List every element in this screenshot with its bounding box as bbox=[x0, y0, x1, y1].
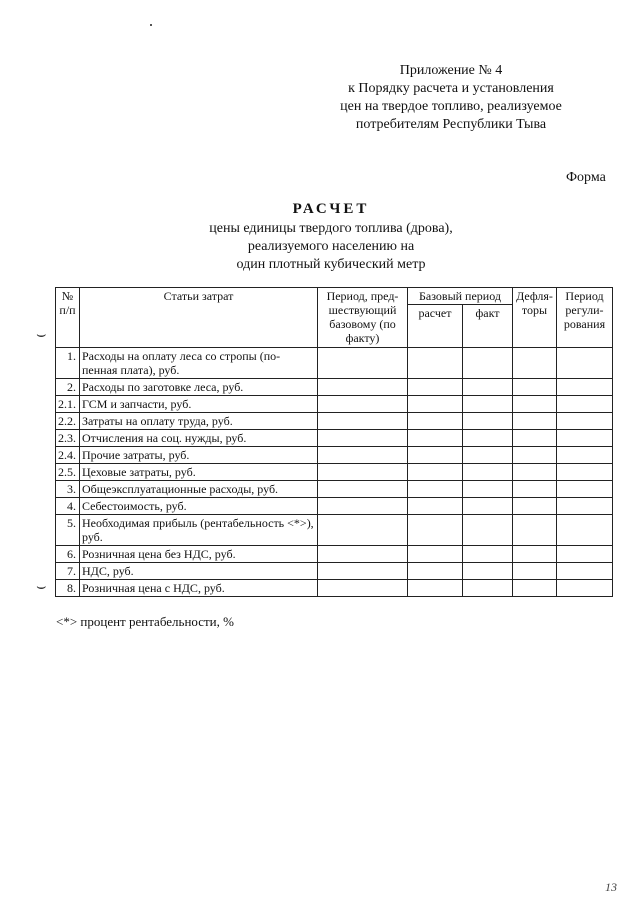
header-deflators: Дефля-торы bbox=[513, 288, 557, 348]
cell-deflators bbox=[513, 498, 557, 515]
page-number: 13 bbox=[605, 880, 617, 894]
row-number: 7. bbox=[56, 563, 80, 580]
cell-deflators bbox=[513, 563, 557, 580]
cell-regulation-period bbox=[557, 580, 613, 597]
subtitle-line: реализуемого населению на bbox=[247, 239, 415, 254]
cell-previous-period bbox=[318, 348, 408, 379]
row-cost-item: Расходы по заготовке леса, руб. bbox=[80, 379, 318, 396]
cell-calculation bbox=[408, 396, 463, 413]
row-cost-item: Отчисления на соц. нужды, руб. bbox=[80, 430, 318, 447]
cell-regulation-period bbox=[557, 464, 613, 481]
header-fact: факт bbox=[463, 305, 513, 348]
cell-previous-period bbox=[318, 464, 408, 481]
cell-previous-period bbox=[318, 515, 408, 546]
cell-calculation bbox=[408, 379, 463, 396]
cell-fact bbox=[463, 563, 513, 580]
row-number: 3. bbox=[56, 481, 80, 498]
cell-calculation bbox=[408, 546, 463, 563]
row-number: 5. bbox=[56, 515, 80, 546]
cell-fact bbox=[463, 348, 513, 379]
cell-fact bbox=[463, 464, 513, 481]
row-number: 6. bbox=[56, 546, 80, 563]
header-cost-items: Статьи затрат bbox=[80, 288, 318, 348]
row-cost-item: Необходимая прибыль (рентабельность <*>), руб. bbox=[80, 515, 318, 546]
cell-fact bbox=[463, 430, 513, 447]
cell-regulation-period bbox=[557, 413, 613, 430]
cell-fact bbox=[463, 580, 513, 597]
header-base-period: Базовый период bbox=[408, 288, 513, 305]
cell-regulation-period bbox=[557, 348, 613, 379]
row-number: 2.5. bbox=[56, 464, 80, 481]
cell-fact bbox=[463, 481, 513, 498]
row-number: 2.4. bbox=[56, 447, 80, 464]
row-cost-item: Себестоимость, руб. bbox=[80, 498, 318, 515]
cell-fact bbox=[463, 379, 513, 396]
cell-deflators bbox=[513, 481, 557, 498]
row-number: 2. bbox=[56, 379, 80, 396]
row-cost-item: Цеховые затраты, руб. bbox=[80, 464, 318, 481]
cell-previous-period bbox=[318, 498, 408, 515]
cell-deflators bbox=[513, 396, 557, 413]
cell-deflators bbox=[513, 348, 557, 379]
cell-regulation-period bbox=[557, 396, 613, 413]
cell-calculation bbox=[408, 413, 463, 430]
cell-calculation bbox=[408, 580, 463, 597]
header-regulation-period: Период регули-рования bbox=[557, 288, 613, 348]
cell-previous-period bbox=[318, 580, 408, 597]
cell-previous-period bbox=[318, 481, 408, 498]
table-row bbox=[56, 430, 613, 447]
appendix-line: Приложение № 4 bbox=[399, 63, 503, 78]
cell-regulation-period bbox=[557, 430, 613, 447]
cell-calculation bbox=[408, 563, 463, 580]
margin-tick-mark: ⌣ bbox=[36, 578, 47, 595]
scan-dot bbox=[150, 24, 152, 26]
row-cost-item: Прочие затраты, руб. bbox=[80, 447, 318, 464]
cell-fact bbox=[463, 396, 513, 413]
appendix-line: потребителям Республики Тыва bbox=[355, 117, 547, 132]
cell-fact bbox=[463, 447, 513, 464]
row-cost-item: НДС, руб. bbox=[80, 563, 318, 580]
row-number: 2.2. bbox=[56, 413, 80, 430]
table-header-row bbox=[56, 288, 613, 305]
row-cost-item: Затраты на оплату труда, руб. bbox=[80, 413, 318, 430]
row-number: 2.1. bbox=[56, 396, 80, 413]
form-label: Форма bbox=[566, 170, 606, 185]
cell-calculation bbox=[408, 430, 463, 447]
appendix-line: к Порядку расчета и установления bbox=[348, 81, 554, 96]
header-previous-period: Период, пред-шествующий базовому (по факту) bbox=[318, 288, 408, 348]
margin-tick-mark: ⌣ bbox=[36, 326, 47, 343]
cell-regulation-period bbox=[557, 546, 613, 563]
table-row bbox=[56, 546, 613, 563]
cell-fact bbox=[463, 498, 513, 515]
table-body bbox=[56, 348, 613, 597]
cell-regulation-period bbox=[557, 481, 613, 498]
cell-previous-period bbox=[318, 546, 408, 563]
header-calculation: расчет bbox=[408, 305, 463, 348]
row-cost-item: Розничная цена с НДС, руб. bbox=[80, 580, 318, 597]
cell-previous-period bbox=[318, 430, 408, 447]
cell-regulation-period bbox=[557, 563, 613, 580]
appendix-line: цен на твердое топливо, реализуемое bbox=[340, 99, 562, 114]
row-number: 1. bbox=[56, 348, 80, 379]
row-number: 4. bbox=[56, 498, 80, 515]
header-number: № п/п bbox=[56, 288, 80, 348]
cell-calculation bbox=[408, 447, 463, 464]
cell-deflators bbox=[513, 546, 557, 563]
cell-fact bbox=[463, 515, 513, 546]
footnote: <*> процент рентабельности, % bbox=[56, 614, 234, 629]
table-row bbox=[56, 464, 613, 481]
cell-regulation-period bbox=[557, 498, 613, 515]
cell-previous-period bbox=[318, 396, 408, 413]
table-row bbox=[56, 498, 613, 515]
subtitle-line: один плотный кубический метр bbox=[236, 257, 426, 272]
subtitle-line: цены единицы твердого топлива (дрова), bbox=[209, 221, 453, 236]
row-cost-item: Розничная цена без НДС, руб. bbox=[80, 546, 318, 563]
table-row bbox=[56, 348, 613, 379]
cell-regulation-period bbox=[557, 447, 613, 464]
row-number: 2.3. bbox=[56, 430, 80, 447]
cell-deflators bbox=[513, 464, 557, 481]
cell-previous-period bbox=[318, 563, 408, 580]
document-subtitle bbox=[0, 220, 640, 274]
cost-table bbox=[55, 287, 613, 597]
row-number: 8. bbox=[56, 580, 80, 597]
cell-regulation-period bbox=[557, 379, 613, 396]
table-row bbox=[56, 515, 613, 546]
row-cost-item: ГСМ и запчасти, руб. bbox=[80, 396, 318, 413]
cell-calculation bbox=[408, 498, 463, 515]
cell-deflators bbox=[513, 447, 557, 464]
table-row bbox=[56, 396, 613, 413]
table-row bbox=[56, 580, 613, 597]
cell-previous-period bbox=[318, 379, 408, 396]
cell-regulation-period bbox=[557, 515, 613, 546]
cell-calculation bbox=[408, 481, 463, 498]
row-cost-item: Расходы на оплату леса со стропы (по-пенная плата), руб. bbox=[80, 348, 318, 379]
cell-calculation bbox=[408, 348, 463, 379]
cell-deflators bbox=[513, 379, 557, 396]
cell-calculation bbox=[408, 464, 463, 481]
cell-calculation bbox=[408, 515, 463, 546]
cell-deflators bbox=[513, 430, 557, 447]
table-row bbox=[56, 481, 613, 498]
cell-previous-period bbox=[318, 447, 408, 464]
cell-previous-period bbox=[318, 413, 408, 430]
cell-deflators bbox=[513, 580, 557, 597]
cell-fact bbox=[463, 413, 513, 430]
cell-deflators bbox=[513, 413, 557, 430]
appendix-header bbox=[300, 62, 602, 134]
cell-deflators bbox=[513, 515, 557, 546]
table-row bbox=[56, 413, 613, 430]
table-row bbox=[56, 379, 613, 396]
document-title: РАСЧЕТ bbox=[292, 201, 370, 217]
row-cost-item: Общеэксплуатационные расходы, руб. bbox=[80, 481, 318, 498]
table-row bbox=[56, 563, 613, 580]
table-row bbox=[56, 447, 613, 464]
cell-fact bbox=[463, 546, 513, 563]
